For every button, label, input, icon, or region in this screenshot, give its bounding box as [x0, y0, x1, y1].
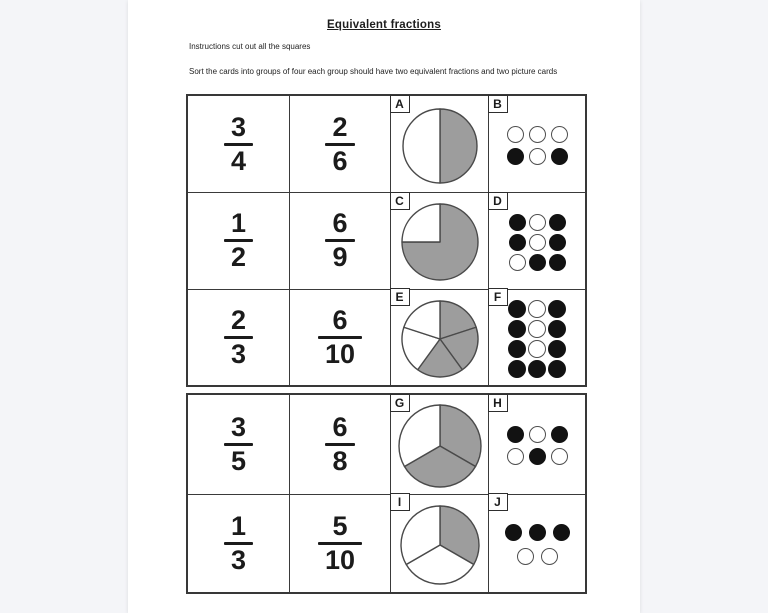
dot-grid — [509, 214, 566, 271]
filled-dot — [508, 360, 526, 378]
dot-grid — [507, 126, 568, 165]
pie-chart-I — [399, 504, 481, 586]
fraction-numerator: 6 — [332, 304, 348, 335]
fraction-card-3-5 — [188, 395, 289, 494]
worksheet-page — [128, 0, 640, 613]
empty-dot — [528, 340, 546, 358]
filled-dot — [529, 254, 546, 271]
dot-row — [509, 254, 566, 271]
fraction-numerator: 3 — [230, 411, 247, 442]
filled-dot — [529, 448, 546, 465]
fraction-card-6-10 — [289, 289, 390, 385]
dots-card-B — [488, 96, 585, 192]
filled-dot — [509, 214, 526, 231]
fraction — [325, 210, 354, 271]
filled-dot — [507, 426, 524, 443]
empty-dot — [529, 148, 546, 165]
fraction-denominator: 3 — [230, 544, 247, 575]
card-label: C — [390, 192, 410, 210]
fraction — [224, 510, 253, 575]
pie-card-I — [390, 494, 488, 593]
filled-dot — [549, 214, 566, 231]
fraction-numerator: 2 — [332, 111, 348, 142]
dots-card-F — [488, 289, 585, 385]
filled-dot — [551, 148, 568, 165]
pie-card-E — [390, 289, 488, 385]
filled-dot — [529, 524, 546, 541]
fraction — [224, 304, 253, 369]
fraction-numerator: 2 — [230, 304, 247, 335]
filled-dot — [509, 234, 526, 251]
empty-dot — [529, 214, 546, 231]
empty-dot — [529, 426, 546, 443]
empty-dot — [528, 320, 546, 338]
fraction-card-1-3 — [188, 494, 289, 593]
empty-dot — [528, 300, 546, 318]
fraction-card-6-8 — [289, 395, 390, 494]
dot-row — [509, 214, 566, 231]
fraction — [224, 411, 253, 476]
fraction — [325, 411, 354, 476]
fraction-card-2-3 — [188, 289, 289, 385]
filled-dot — [548, 360, 566, 378]
fraction-numerator: 6 — [332, 411, 348, 442]
pie-card-G — [390, 395, 488, 494]
filled-dot — [508, 340, 526, 358]
filled-dot — [553, 524, 570, 541]
fraction-denominator: 6 — [332, 145, 348, 176]
fraction-denominator: 4 — [230, 145, 247, 176]
empty-dot — [507, 126, 524, 143]
fraction — [318, 304, 362, 369]
card-label: B — [488, 95, 508, 113]
fraction-card-1-2 — [188, 192, 289, 288]
dot-row — [507, 148, 568, 165]
fraction-card-5-10 — [289, 494, 390, 593]
filled-dot — [549, 234, 566, 251]
card-label: H — [488, 394, 508, 412]
dot-row — [508, 340, 566, 358]
fraction-numerator: 5 — [332, 510, 348, 541]
cards-table-top — [186, 94, 587, 387]
pie-chart-G — [397, 403, 483, 489]
filled-dot — [505, 524, 522, 541]
filled-dot — [549, 254, 566, 271]
dots-card-D — [488, 192, 585, 288]
empty-dot — [529, 234, 546, 251]
empty-dot — [507, 448, 524, 465]
card-label: F — [488, 288, 508, 306]
dot-row — [507, 426, 568, 443]
empty-dot — [529, 126, 546, 143]
fraction-numerator: 1 — [230, 510, 247, 541]
card-label: J — [488, 493, 508, 511]
pie-chart-E — [400, 299, 480, 379]
card-label: A — [390, 95, 410, 113]
filled-dot — [508, 320, 526, 338]
dot-row — [508, 300, 566, 318]
pie-chart-C — [400, 202, 480, 282]
instruction-line-1: Instructions cut out all the squares — [189, 42, 311, 51]
fraction-denominator: 10 — [324, 338, 356, 369]
pie-sector-empty — [402, 204, 440, 242]
filled-dot — [548, 300, 566, 318]
fraction-card-2-6 — [289, 96, 390, 192]
fraction — [224, 111, 253, 176]
dot-row — [508, 360, 566, 378]
fraction-denominator: 5 — [230, 445, 247, 476]
fraction-denominator: 3 — [230, 338, 247, 369]
empty-dot — [551, 448, 568, 465]
pie-card-C — [390, 192, 488, 288]
filled-dot — [528, 360, 546, 378]
cards-table-bottom — [186, 393, 587, 594]
dot-row — [507, 126, 568, 143]
fraction-denominator: 8 — [332, 445, 348, 476]
filled-dot — [548, 340, 566, 358]
dot-grid — [505, 524, 570, 565]
dots-card-J — [488, 494, 585, 593]
fraction-numerator: 3 — [230, 111, 247, 142]
empty-dot — [509, 254, 526, 271]
card-label: D — [488, 192, 508, 210]
fraction-card-6-9 — [289, 192, 390, 288]
pie-card-A — [390, 96, 488, 192]
pie-chart-A — [401, 107, 479, 185]
fraction-card-3-4 — [188, 96, 289, 192]
fraction-denominator: 9 — [332, 242, 348, 273]
empty-dot — [551, 126, 568, 143]
pie-sector-shaded — [440, 109, 477, 183]
dot-row — [509, 234, 566, 251]
fraction — [318, 510, 362, 575]
empty-dot — [541, 548, 558, 565]
filled-dot — [507, 148, 524, 165]
fraction — [325, 111, 354, 176]
pie-sector-empty — [403, 109, 440, 183]
dot-row — [508, 320, 566, 338]
card-label: E — [390, 288, 410, 306]
fraction — [224, 210, 253, 271]
dots-card-H — [488, 395, 585, 494]
dot-row — [507, 448, 568, 465]
dot-grid — [507, 426, 568, 465]
filled-dot — [551, 426, 568, 443]
dot-row — [517, 548, 558, 565]
card-label: G — [390, 394, 410, 412]
card-label: I — [390, 493, 410, 511]
empty-dot — [517, 548, 534, 565]
page-title: Equivalent fractions — [327, 19, 441, 31]
fraction-denominator: 2 — [230, 242, 247, 273]
filled-dot — [548, 320, 566, 338]
fraction-numerator: 6 — [332, 208, 348, 239]
instruction-line-2: Sort the cards into groups of four each group should have two equivalent fractions and two picture cards — [189, 67, 558, 76]
dot-grid — [508, 300, 566, 378]
dot-row — [505, 524, 570, 541]
fraction-denominator: 10 — [324, 544, 356, 575]
filled-dot — [508, 300, 526, 318]
fraction-numerator: 1 — [230, 208, 247, 239]
